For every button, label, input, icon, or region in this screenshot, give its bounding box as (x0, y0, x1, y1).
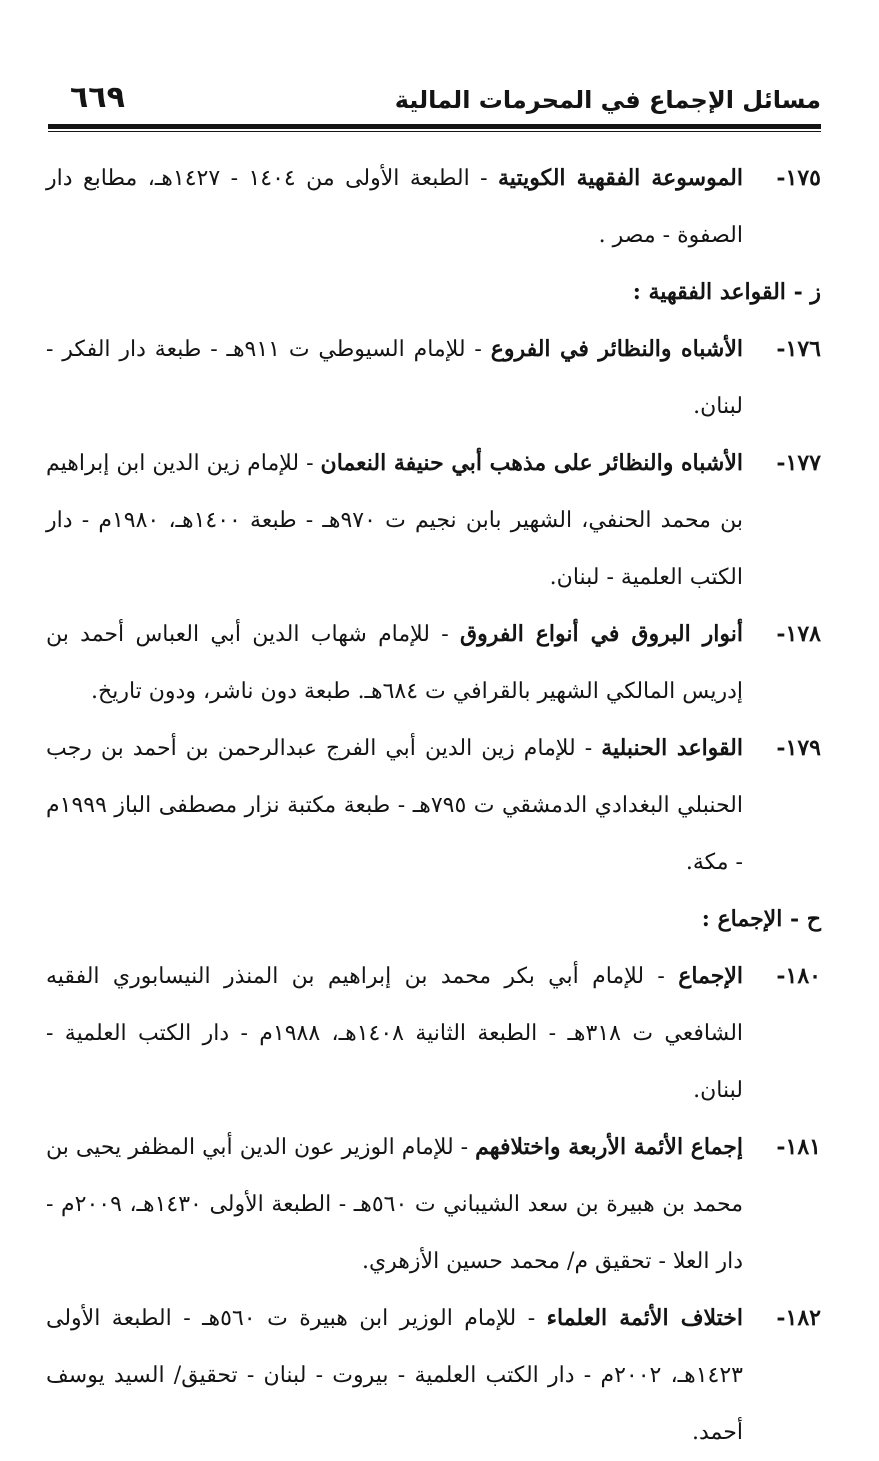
running-title: مسائل الإجماع في المحرمات المالية (394, 86, 821, 114)
entry-book-title: الأشباه والنظائر على مذهب أبي حنيفة النعمان (320, 450, 743, 476)
bibliography-entry (46, 720, 821, 891)
entry-number: ١٧٦- (776, 336, 821, 362)
page-number: ٦٦٩ (70, 80, 125, 115)
entry-number: ١٨١- (776, 1134, 821, 1160)
bibliography-entry (46, 150, 821, 264)
entry-details: - للإمام زين الدين أبي الفرج عبدالرحمن بن أحمد بن رجب الحنبلي البغدادي الدمشقي ت ٧٩٥هـ - طبعة مكتبة نزار مصطفى الباز ١٩٩٩م - مكة. (46, 736, 743, 875)
entry-details: - للإمام شهاب الدين أبي العباس أحمد بن إدريس المالكي الشهير بالقرافي ت ٦٨٤هـ. طبعة دون ناشر، ودون تاريخ. (46, 622, 743, 704)
page-header (48, 78, 821, 124)
entry-number: ١٧٩- (776, 735, 821, 761)
bibliography-entry (46, 1290, 821, 1461)
bibliography-entry (46, 606, 821, 720)
entry-number: ١٨٢- (776, 1305, 821, 1331)
entry-details: - للإمام السيوطي ت ٩١١هـ - طبعة دار الفكر - لبنان. (46, 337, 743, 419)
entry-book-title: القواعد الحنبلية (601, 735, 743, 761)
entry-book-title: إجماع الأئمة الأربعة واختلافهم (475, 1134, 744, 1160)
bibliography-entry (46, 435, 821, 606)
header-rule (48, 124, 821, 129)
bibliography-entry (46, 948, 821, 1119)
entry-details: - للإمام أبي بكر محمد بن إبراهيم بن المنذر النيسابوري الفقيه الشافعي ت ٣١٨هـ - الطبعة الثانية ١٤٠٨هـ، ١٩٨٨م - دار الكتب العلمية - لبنان. (46, 964, 744, 1103)
entry-book-title: اختلاف الأئمة العلماء (546, 1305, 743, 1331)
entry-number: ١٧٨- (776, 621, 821, 647)
bibliography-body (46, 150, 821, 1461)
entry-book-title: الموسوعة الفقهية الكويتية (498, 165, 743, 191)
entry-book-title: الأشباه والنظائر في الفروع (490, 336, 744, 362)
entry-book-title: أنوار البروق في أنواع الفروق (460, 621, 744, 647)
entry-details: - للإمام زين الدين ابن إبراهيم بن محمد الحنفي، الشهير بابن نجيم ت ٩٧٠هـ - طبعة ١٤٠٠هـ، ١٩٨٠م - دار الكتب العلمية - لبنان. (46, 451, 744, 590)
bibliography-entry (46, 1119, 821, 1290)
section-heading: ح - الإجماع : (701, 906, 821, 932)
entry-number: ١٧٥- (776, 165, 821, 191)
entry-number: ١٧٧- (776, 450, 821, 476)
entry-details: - الطبعة الأولى من ١٤٠٤ - ١٤٢٧هـ، مطابع دار الصفوة - مصر . (46, 166, 743, 248)
entry-details: - للإمام الوزير عون الدين أبي المظفر يحيى بن محمد بن هبيرة بن سعد الشيباني ت ٥٦٠هـ - الطبعة الأولى ١٤٣٠هـ، ٢٠٠٩م - دار العلا - تحقيق م/ محمد حسين الأزهري. (46, 1135, 743, 1274)
entry-book-title: الإجماع (678, 963, 743, 989)
header-rule-thin (48, 131, 821, 132)
bibliography-entry (46, 321, 821, 435)
entry-details: - للإمام الوزير ابن هبيرة ت ٥٦٠هـ - الطبعة الأولى ١٤٢٣هـ، ٢٠٠٢م - دار الكتب العلمية - بيروت - لبنان - تحقيق/ السيد يوسف أحمد. (46, 1306, 743, 1445)
section-heading: ز - القواعد الفقهية : (632, 279, 821, 305)
entry-number: ١٨٠- (776, 963, 821, 989)
